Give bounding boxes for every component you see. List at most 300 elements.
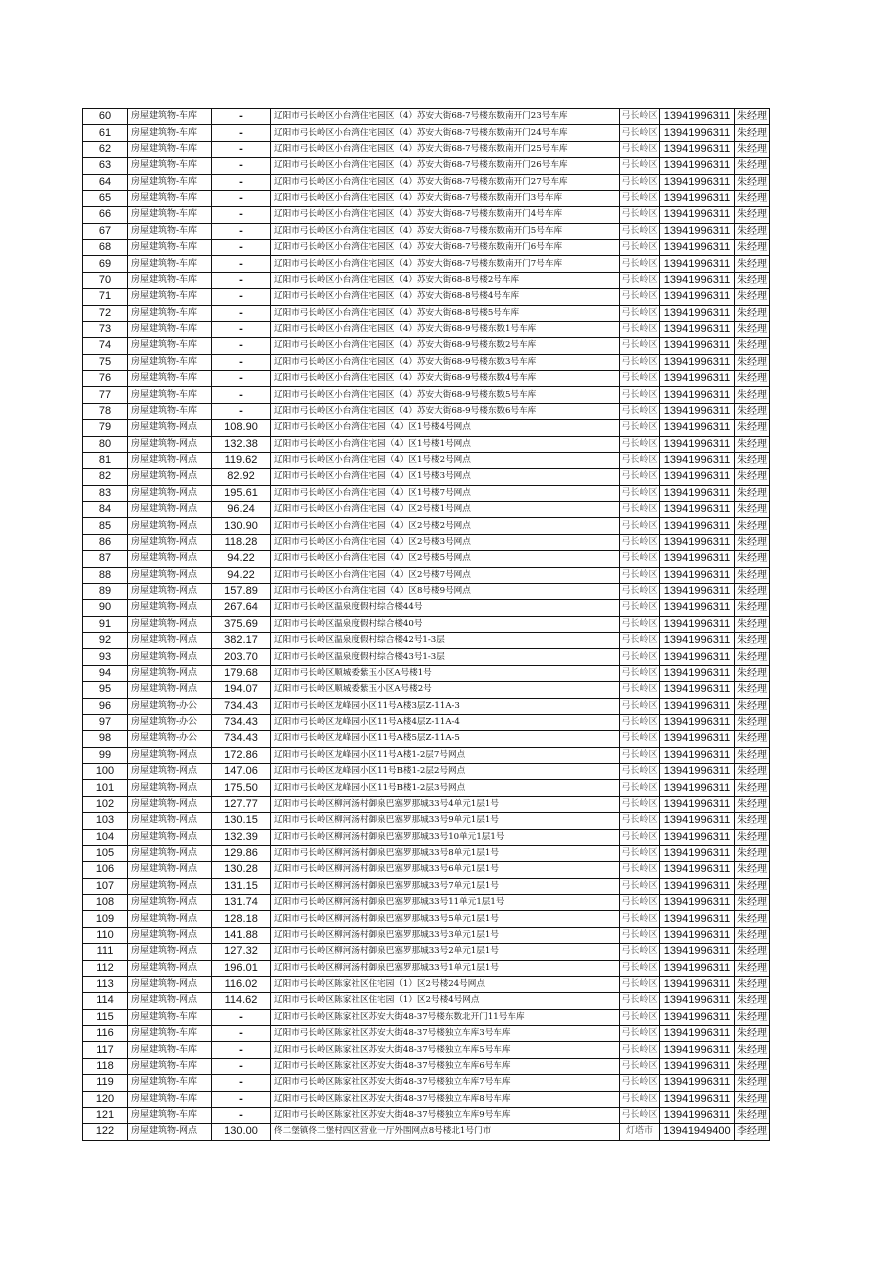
manager-cell: 朱经理 xyxy=(735,1009,770,1025)
table-row xyxy=(83,1075,770,1091)
area-cell: - xyxy=(212,1075,271,1091)
phone-cell: 13941996311 xyxy=(660,469,735,485)
table-row xyxy=(83,944,770,960)
manager-cell: 朱经理 xyxy=(735,895,770,911)
district-cell: 弓长岭区 xyxy=(620,305,660,321)
row-number-cell: 102 xyxy=(83,796,128,812)
row-number-cell: 104 xyxy=(83,829,128,845)
address-cell: 辽阳市弓长岭区柳河汤村御泉巴塞罗那城33号4单元1层1号 xyxy=(271,796,620,812)
row-number-cell: 112 xyxy=(83,960,128,976)
phone-cell: 13941996311 xyxy=(660,207,735,223)
row-number-cell: 84 xyxy=(83,502,128,518)
manager-cell: 朱经理 xyxy=(735,420,770,436)
manager-cell: 朱经理 xyxy=(735,207,770,223)
table-row xyxy=(83,305,770,321)
phone-cell: 13941996311 xyxy=(660,256,735,272)
manager-cell: 朱经理 xyxy=(735,878,770,894)
row-number-cell: 69 xyxy=(83,256,128,272)
phone-cell: 13941996311 xyxy=(660,665,735,681)
address-cell: 辽阳市弓长岭区小台湾住宅园区（4）苏安大街68-7号楼东数南开门7号车库 xyxy=(271,256,620,272)
asset-type-cell: 房屋建筑物-网点 xyxy=(128,665,212,681)
manager-cell: 朱经理 xyxy=(735,1107,770,1123)
table-row xyxy=(83,1042,770,1058)
row-number-cell: 64 xyxy=(83,174,128,190)
phone-cell: 13941996311 xyxy=(660,223,735,239)
asset-type-cell: 房屋建筑物-车库 xyxy=(128,174,212,190)
table-row xyxy=(83,321,770,337)
row-number-cell: 67 xyxy=(83,223,128,239)
asset-type-cell: 房屋建筑物-网点 xyxy=(128,747,212,763)
row-number-cell: 75 xyxy=(83,354,128,370)
address-cell: 辽阳市弓长岭区小台湾住宅园区（4）苏安大街68-9号楼东数6号车库 xyxy=(271,403,620,419)
district-cell: 弓长岭区 xyxy=(620,403,660,419)
row-number-cell: 91 xyxy=(83,616,128,632)
row-number-cell: 101 xyxy=(83,780,128,796)
row-number-cell: 99 xyxy=(83,747,128,763)
row-number-cell: 66 xyxy=(83,207,128,223)
asset-type-cell: 房屋建筑物-车库 xyxy=(128,1009,212,1025)
asset-type-cell: 房屋建筑物-网点 xyxy=(128,845,212,861)
manager-cell: 朱经理 xyxy=(735,1026,770,1042)
table-row xyxy=(83,452,770,468)
row-number-cell: 77 xyxy=(83,387,128,403)
row-number-cell: 107 xyxy=(83,878,128,894)
address-cell: 辽阳市弓长岭区小台湾住宅园区（4）苏安大街68-7号楼东数南开门25号车库 xyxy=(271,141,620,157)
district-cell: 弓长岭区 xyxy=(620,436,660,452)
table-row xyxy=(83,436,770,452)
asset-type-cell: 房屋建筑物-网点 xyxy=(128,633,212,649)
phone-cell: 13941996311 xyxy=(660,551,735,567)
area-cell: - xyxy=(212,305,271,321)
area-cell: 130.28 xyxy=(212,862,271,878)
row-number-cell: 122 xyxy=(83,1124,128,1140)
district-cell: 弓长岭区 xyxy=(620,125,660,141)
manager-cell: 朱经理 xyxy=(735,649,770,665)
manager-cell: 朱经理 xyxy=(735,354,770,370)
asset-type-cell: 房屋建筑物-网点 xyxy=(128,616,212,632)
area-cell: - xyxy=(212,387,271,403)
table-row xyxy=(83,649,770,665)
district-cell: 弓长岭区 xyxy=(620,1107,660,1123)
asset-type-cell: 房屋建筑物-网点 xyxy=(128,960,212,976)
phone-cell: 13941996311 xyxy=(660,600,735,616)
row-number-cell: 65 xyxy=(83,190,128,206)
district-cell: 弓长岭区 xyxy=(620,174,660,190)
area-cell: 131.74 xyxy=(212,895,271,911)
asset-type-cell: 房屋建筑物-网点 xyxy=(128,551,212,567)
row-number-cell: 70 xyxy=(83,272,128,288)
row-number-cell: 73 xyxy=(83,321,128,337)
row-number-cell: 62 xyxy=(83,141,128,157)
manager-cell: 朱经理 xyxy=(735,551,770,567)
address-cell: 辽阳市弓长岭区顺城委紫玉小区A号楼2号 xyxy=(271,682,620,698)
table-row xyxy=(83,141,770,157)
table-row xyxy=(83,731,770,747)
address-cell: 辽阳市弓长岭区小台湾住宅园区（4）苏安大街68-8号楼2号车库 xyxy=(271,272,620,288)
manager-cell: 李经理 xyxy=(735,1124,770,1140)
row-number-cell: 74 xyxy=(83,338,128,354)
area-cell: - xyxy=(212,403,271,419)
address-cell: 辽阳市弓长岭区小台湾住宅园区（4）苏安大街68-7号楼东数南开门27号车库 xyxy=(271,174,620,190)
phone-cell: 13941996311 xyxy=(660,862,735,878)
address-cell: 辽阳市弓长岭区陈家社区苏安大街48-37号楼独立车库8号车库 xyxy=(271,1091,620,1107)
row-number-cell: 106 xyxy=(83,862,128,878)
district-cell: 弓长岭区 xyxy=(620,1026,660,1042)
table-row xyxy=(83,469,770,485)
row-number-cell: 82 xyxy=(83,469,128,485)
address-cell: 辽阳市弓长岭区小台湾住宅园区（4）苏安大街68-7号楼东数南开门23号车库 xyxy=(271,109,620,125)
asset-type-cell: 房屋建筑物-车库 xyxy=(128,240,212,256)
row-number-cell: 93 xyxy=(83,649,128,665)
district-cell: 弓长岭区 xyxy=(620,534,660,550)
area-cell: - xyxy=(212,207,271,223)
phone-cell: 13941996311 xyxy=(660,289,735,305)
manager-cell: 朱经理 xyxy=(735,272,770,288)
area-cell: - xyxy=(212,125,271,141)
phone-cell: 13941996311 xyxy=(660,895,735,911)
table-row xyxy=(83,125,770,141)
asset-type-cell: 房屋建筑物-车库 xyxy=(128,371,212,387)
asset-type-cell: 房屋建筑物-车库 xyxy=(128,1075,212,1091)
table-row xyxy=(83,1058,770,1074)
address-cell: 辽阳市弓长岭区小台湾住宅园区（4）苏安大街68-7号楼东数南开门4号车库 xyxy=(271,207,620,223)
address-cell: 辽阳市弓长岭区温泉度假村综合楼44号 xyxy=(271,600,620,616)
area-cell: 179.68 xyxy=(212,665,271,681)
phone-cell: 13941996311 xyxy=(660,272,735,288)
manager-cell: 朱经理 xyxy=(735,190,770,206)
address-cell: 辽阳市弓长岭区小台湾住宅园区（4）苏安大街68-7号楼东数南开门26号车库 xyxy=(271,158,620,174)
district-cell: 弓长岭区 xyxy=(620,714,660,730)
manager-cell: 朱经理 xyxy=(735,829,770,845)
asset-type-cell: 房屋建筑物-网点 xyxy=(128,534,212,550)
address-cell: 辽阳市弓长岭区温泉度假村综合楼40号 xyxy=(271,616,620,632)
table-row xyxy=(83,895,770,911)
district-cell: 弓长岭区 xyxy=(620,633,660,649)
asset-type-cell: 房屋建筑物-网点 xyxy=(128,862,212,878)
manager-cell: 朱经理 xyxy=(735,289,770,305)
district-cell: 弓长岭区 xyxy=(620,960,660,976)
manager-cell: 朱经理 xyxy=(735,714,770,730)
address-cell: 辽阳市弓长岭区小台湾住宅园（4）区2号楼2号网点 xyxy=(271,518,620,534)
phone-cell: 13941996311 xyxy=(660,502,735,518)
table-row xyxy=(83,1091,770,1107)
district-cell: 弓长岭区 xyxy=(620,207,660,223)
table-row xyxy=(83,845,770,861)
area-cell: 172.86 xyxy=(212,747,271,763)
district-cell: 弓长岭区 xyxy=(620,731,660,747)
row-number-cell: 96 xyxy=(83,698,128,714)
area-cell: 128.18 xyxy=(212,911,271,927)
phone-cell: 13941996311 xyxy=(660,878,735,894)
asset-type-cell: 房屋建筑物-网点 xyxy=(128,485,212,501)
asset-type-cell: 房屋建筑物-网点 xyxy=(128,895,212,911)
phone-cell: 13941996311 xyxy=(660,174,735,190)
asset-type-cell: 房屋建筑物-网点 xyxy=(128,600,212,616)
table-row xyxy=(83,764,770,780)
address-cell: 辽阳市弓长岭区龙峰园小区11号A楼1-2层7号网点 xyxy=(271,747,620,763)
manager-cell: 朱经理 xyxy=(735,436,770,452)
phone-cell: 13941996311 xyxy=(660,1107,735,1123)
phone-cell: 13941996311 xyxy=(660,927,735,943)
table-row xyxy=(83,289,770,305)
phone-cell: 13941996311 xyxy=(660,518,735,534)
phone-cell: 13941996311 xyxy=(660,829,735,845)
manager-cell: 朱经理 xyxy=(735,371,770,387)
district-cell: 弓长岭区 xyxy=(620,289,660,305)
address-cell: 辽阳市弓长岭区柳河汤村御泉巴塞罗那城33号2单元1层1号 xyxy=(271,944,620,960)
district-cell: 弓长岭区 xyxy=(620,354,660,370)
asset-type-cell: 房屋建筑物-车库 xyxy=(128,223,212,239)
address-cell: 辽阳市弓长岭区陈家社区苏安大街48-37号楼独立车库3号车库 xyxy=(271,1026,620,1042)
row-number-cell: 116 xyxy=(83,1026,128,1042)
district-cell: 弓长岭区 xyxy=(620,551,660,567)
district-cell: 弓长岭区 xyxy=(620,993,660,1009)
district-cell: 灯塔市 xyxy=(620,1124,660,1140)
asset-type-cell: 房屋建筑物-车库 xyxy=(128,1091,212,1107)
manager-cell: 朱经理 xyxy=(735,403,770,419)
row-number-cell: 98 xyxy=(83,731,128,747)
address-cell: 辽阳市弓长岭区龙峰园小区11号B楼1-2层2号网点 xyxy=(271,764,620,780)
phone-cell: 13941996311 xyxy=(660,125,735,141)
area-cell: 157.89 xyxy=(212,583,271,599)
district-cell: 弓长岭区 xyxy=(620,1042,660,1058)
table-row xyxy=(83,862,770,878)
phone-cell: 13941996311 xyxy=(660,796,735,812)
area-cell: 119.62 xyxy=(212,452,271,468)
manager-cell: 朱经理 xyxy=(735,321,770,337)
manager-cell: 朱经理 xyxy=(735,862,770,878)
phone-cell: 13941949400 xyxy=(660,1124,735,1140)
area-cell: 195.61 xyxy=(212,485,271,501)
address-cell: 辽阳市弓长岭区龙峰园小区11号A楼5层Z-11A-5 xyxy=(271,731,620,747)
asset-type-cell: 房屋建筑物-车库 xyxy=(128,354,212,370)
manager-cell: 朱经理 xyxy=(735,633,770,649)
table-row xyxy=(83,240,770,256)
row-number-cell: 80 xyxy=(83,436,128,452)
address-cell: 辽阳市弓长岭区小台湾住宅园区（4）苏安大街68-9号楼东数2号车库 xyxy=(271,338,620,354)
address-cell: 辽阳市弓长岭区小台湾住宅园区（4）苏安大街68-9号楼东数1号车库 xyxy=(271,321,620,337)
phone-cell: 13941996311 xyxy=(660,109,735,125)
table-row xyxy=(83,747,770,763)
manager-cell: 朱经理 xyxy=(735,469,770,485)
manager-cell: 朱经理 xyxy=(735,682,770,698)
phone-cell: 13941996311 xyxy=(660,780,735,796)
district-cell: 弓长岭区 xyxy=(620,109,660,125)
asset-type-cell: 房屋建筑物-车库 xyxy=(128,387,212,403)
area-cell: - xyxy=(212,371,271,387)
address-cell: 辽阳市弓长岭区小台湾住宅园（4）区8号楼9号网点 xyxy=(271,583,620,599)
address-cell: 辽阳市弓长岭区小台湾住宅园（4）区1号楼7号网点 xyxy=(271,485,620,501)
row-number-cell: 114 xyxy=(83,993,128,1009)
manager-cell: 朱经理 xyxy=(735,845,770,861)
row-number-cell: 92 xyxy=(83,633,128,649)
asset-type-cell: 房屋建筑物-网点 xyxy=(128,567,212,583)
address-cell: 辽阳市弓长岭区柳河汤村御泉巴塞罗那城33号10单元1层1号 xyxy=(271,829,620,845)
asset-type-cell: 房屋建筑物-车库 xyxy=(128,305,212,321)
asset-type-cell: 房屋建筑物-办公 xyxy=(128,714,212,730)
phone-cell: 13941996311 xyxy=(660,452,735,468)
row-number-cell: 100 xyxy=(83,764,128,780)
row-number-cell: 86 xyxy=(83,534,128,550)
manager-cell: 朱经理 xyxy=(735,1042,770,1058)
row-number-cell: 118 xyxy=(83,1058,128,1074)
table-row xyxy=(83,665,770,681)
table-row xyxy=(83,109,770,125)
district-cell: 弓长岭区 xyxy=(620,976,660,992)
table-body xyxy=(83,109,770,1141)
asset-type-cell: 房屋建筑物-车库 xyxy=(128,158,212,174)
manager-cell: 朱经理 xyxy=(735,485,770,501)
area-cell: - xyxy=(212,109,271,125)
address-cell: 辽阳市弓长岭区柳河汤村御泉巴塞罗那城33号5单元1层1号 xyxy=(271,911,620,927)
district-cell: 弓长岭区 xyxy=(620,469,660,485)
manager-cell: 朱经理 xyxy=(735,452,770,468)
district-cell: 弓长岭区 xyxy=(620,895,660,911)
area-cell: - xyxy=(212,338,271,354)
manager-cell: 朱经理 xyxy=(735,698,770,714)
district-cell: 弓长岭区 xyxy=(620,1091,660,1107)
district-cell: 弓长岭区 xyxy=(620,190,660,206)
asset-type-cell: 房屋建筑物-办公 xyxy=(128,698,212,714)
asset-type-cell: 房屋建筑物-网点 xyxy=(128,1124,212,1140)
manager-cell: 朱经理 xyxy=(735,764,770,780)
manager-cell: 朱经理 xyxy=(735,141,770,157)
table-row xyxy=(83,616,770,632)
area-cell: - xyxy=(212,256,271,272)
phone-cell: 13941996311 xyxy=(660,567,735,583)
address-cell: 辽阳市弓长岭区陈家社区苏安大街48-37号楼东数北开门11号车库 xyxy=(271,1009,620,1025)
manager-cell: 朱经理 xyxy=(735,534,770,550)
address-cell: 辽阳市弓长岭区小台湾住宅园（4）区2号楼7号网点 xyxy=(271,567,620,583)
asset-type-cell: 房屋建筑物-车库 xyxy=(128,1042,212,1058)
area-cell: 82.92 xyxy=(212,469,271,485)
phone-cell: 13941996311 xyxy=(660,371,735,387)
asset-type-cell: 房屋建筑物-网点 xyxy=(128,764,212,780)
manager-cell: 朱经理 xyxy=(735,567,770,583)
area-cell: 130.90 xyxy=(212,518,271,534)
area-cell: 114.62 xyxy=(212,993,271,1009)
area-cell: 147.06 xyxy=(212,764,271,780)
row-number-cell: 109 xyxy=(83,911,128,927)
area-cell: - xyxy=(212,174,271,190)
table-row xyxy=(83,420,770,436)
district-cell: 弓长岭区 xyxy=(620,371,660,387)
asset-type-cell: 房屋建筑物-网点 xyxy=(128,993,212,1009)
phone-cell: 13941996311 xyxy=(660,714,735,730)
phone-cell: 13941996311 xyxy=(660,534,735,550)
manager-cell: 朱经理 xyxy=(735,583,770,599)
phone-cell: 13941996311 xyxy=(660,1075,735,1091)
address-cell: 辽阳市弓长岭区小台湾住宅园区（4）苏安大街68-8号楼4号车库 xyxy=(271,289,620,305)
row-number-cell: 72 xyxy=(83,305,128,321)
address-cell: 辽阳市弓长岭区小台湾住宅园（4）区2号楼3号网点 xyxy=(271,534,620,550)
row-number-cell: 111 xyxy=(83,944,128,960)
phone-cell: 13941996311 xyxy=(660,976,735,992)
row-number-cell: 71 xyxy=(83,289,128,305)
asset-type-cell: 房屋建筑物-网点 xyxy=(128,878,212,894)
asset-type-cell: 房屋建筑物-车库 xyxy=(128,272,212,288)
address-cell: 辽阳市弓长岭区陈家社区苏安大街48-37号楼独立车库6号车库 xyxy=(271,1058,620,1074)
row-number-cell: 119 xyxy=(83,1075,128,1091)
asset-type-cell: 房屋建筑物-车库 xyxy=(128,125,212,141)
row-number-cell: 108 xyxy=(83,895,128,911)
row-number-cell: 117 xyxy=(83,1042,128,1058)
address-cell: 辽阳市弓长岭区顺城委紫玉小区A号楼1号 xyxy=(271,665,620,681)
phone-cell: 13941996311 xyxy=(660,731,735,747)
district-cell: 弓长岭区 xyxy=(620,256,660,272)
manager-cell: 朱经理 xyxy=(735,109,770,125)
area-cell: 127.77 xyxy=(212,796,271,812)
table-row xyxy=(83,927,770,943)
phone-cell: 13941996311 xyxy=(660,354,735,370)
asset-type-cell: 房屋建筑物-网点 xyxy=(128,682,212,698)
row-number-cell: 121 xyxy=(83,1107,128,1123)
row-number-cell: 103 xyxy=(83,813,128,829)
asset-type-cell: 房屋建筑物-网点 xyxy=(128,518,212,534)
area-cell: 375.69 xyxy=(212,616,271,632)
row-number-cell: 95 xyxy=(83,682,128,698)
phone-cell: 13941996311 xyxy=(660,420,735,436)
asset-type-cell: 房屋建筑物-办公 xyxy=(128,731,212,747)
area-cell: 94.22 xyxy=(212,551,271,567)
phone-cell: 13941996311 xyxy=(660,485,735,501)
address-cell: 辽阳市弓长岭区陈家社区苏安大街48-37号楼独立车库5号车库 xyxy=(271,1042,620,1058)
manager-cell: 朱经理 xyxy=(735,387,770,403)
manager-cell: 朱经理 xyxy=(735,960,770,976)
row-number-cell: 85 xyxy=(83,518,128,534)
table-row xyxy=(83,682,770,698)
area-cell: - xyxy=(212,158,271,174)
area-cell: 382.17 xyxy=(212,633,271,649)
area-cell: 203.70 xyxy=(212,649,271,665)
asset-type-cell: 房屋建筑物-车库 xyxy=(128,321,212,337)
table-row xyxy=(83,1009,770,1025)
district-cell: 弓长岭区 xyxy=(620,845,660,861)
area-cell: - xyxy=(212,1091,271,1107)
district-cell: 弓长岭区 xyxy=(620,1075,660,1091)
asset-type-cell: 房屋建筑物-网点 xyxy=(128,502,212,518)
asset-type-cell: 房屋建筑物-网点 xyxy=(128,649,212,665)
manager-cell: 朱经理 xyxy=(735,813,770,829)
table-row xyxy=(83,354,770,370)
row-number-cell: 89 xyxy=(83,583,128,599)
district-cell: 弓长岭区 xyxy=(620,223,660,239)
area-cell: 127.32 xyxy=(212,944,271,960)
manager-cell: 朱经理 xyxy=(735,174,770,190)
area-cell: - xyxy=(212,141,271,157)
manager-cell: 朱经理 xyxy=(735,993,770,1009)
district-cell: 弓长岭区 xyxy=(620,944,660,960)
phone-cell: 13941996311 xyxy=(660,436,735,452)
area-cell: - xyxy=(212,190,271,206)
address-cell: 辽阳市弓长岭区小台湾住宅园区（4）苏安大街68-7号楼东数南开门5号车库 xyxy=(271,223,620,239)
district-cell: 弓长岭区 xyxy=(620,698,660,714)
table-row xyxy=(83,813,770,829)
phone-cell: 13941996311 xyxy=(660,993,735,1009)
asset-type-cell: 房屋建筑物-车库 xyxy=(128,141,212,157)
table-row xyxy=(83,780,770,796)
row-number-cell: 60 xyxy=(83,109,128,125)
manager-cell: 朱经理 xyxy=(735,223,770,239)
area-cell: 118.28 xyxy=(212,534,271,550)
asset-type-cell: 房屋建筑物-网点 xyxy=(128,911,212,927)
address-cell: 辽阳市弓长岭区小台湾住宅园（4）区2号楼5号网点 xyxy=(271,551,620,567)
row-number-cell: 81 xyxy=(83,452,128,468)
asset-type-cell: 房屋建筑物-网点 xyxy=(128,469,212,485)
table-row xyxy=(83,190,770,206)
table-row xyxy=(83,600,770,616)
table-row xyxy=(83,387,770,403)
